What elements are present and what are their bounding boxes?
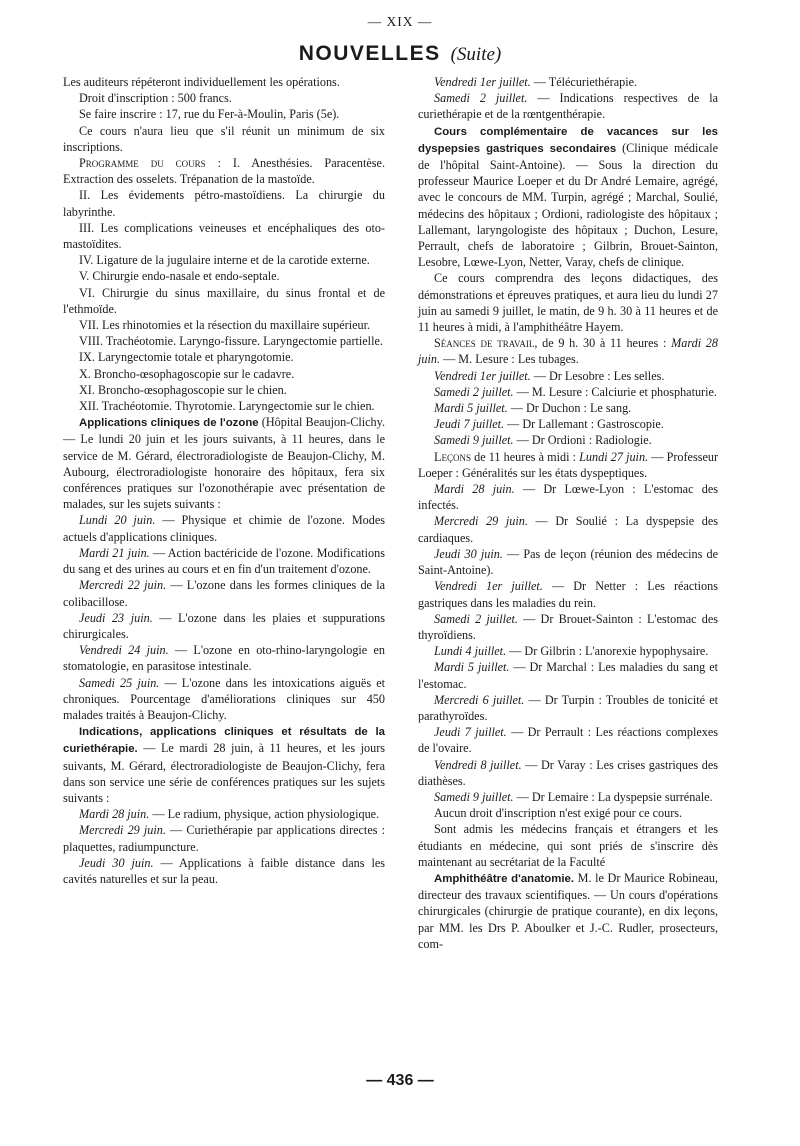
paragraph-text-run: — Dr Lesobre : Les selles. bbox=[530, 368, 665, 383]
paragraph-text-run: — Télécuriethérapie. bbox=[530, 75, 638, 89]
paragraph bbox=[63, 155, 385, 187]
paragraph-text-run: — L'ozone dans les formes cliniques de la colibacillose. bbox=[63, 578, 385, 609]
paragraph bbox=[63, 822, 385, 854]
paragraph bbox=[63, 414, 385, 512]
paragraph bbox=[418, 578, 718, 610]
paragraph-text-run: M. le Dr Maurice Robineau, directeur des travaux scientifiques. — Un cours d'opérations chirurgicales (chirurgie de pratique courante), en dix leçons, par MM. les Drs P. Aboulker et J.-C. Rudler, prosecteurs, com- bbox=[418, 870, 718, 951]
paragraph bbox=[418, 611, 718, 643]
paragraph bbox=[63, 723, 385, 806]
paragraph-text-run: IX. Laryngectomie totale et pharyngotomie. bbox=[79, 350, 294, 365]
page-roman-number: — XIX — bbox=[367, 14, 433, 29]
paragraph bbox=[63, 382, 385, 398]
paragraph bbox=[63, 333, 385, 349]
paragraph-it-run: Samedi 25 juin. bbox=[79, 675, 160, 690]
paragraph bbox=[418, 335, 718, 367]
paragraph bbox=[63, 220, 385, 252]
paragraph bbox=[63, 90, 385, 106]
paragraph bbox=[418, 270, 718, 335]
paragraph-text-run: V. Chirurgie endo-nasale et endo-septale. bbox=[79, 269, 280, 284]
page-number: — 436 — bbox=[366, 1072, 434, 1089]
paragraph-it-run: Samedi 2 juillet. bbox=[434, 384, 514, 399]
paragraph bbox=[418, 74, 718, 90]
paragraph-text-run: — Dr Varay : Les crises gastriques des diathèses. bbox=[418, 757, 718, 788]
paragraph-text-run: — Professeur Loeper : Généralités sur les états dyspeptiques. bbox=[418, 449, 719, 480]
paragraph-it-run: Mardi 28 juin. bbox=[79, 807, 150, 822]
paragraph-it-run: Samedi 2 juillet. bbox=[434, 91, 528, 106]
paragraph-it-run: Jeudi 30 juin. bbox=[79, 855, 154, 870]
paragraph-it-run: Jeudi 7 juillet. bbox=[434, 417, 505, 432]
paragraph bbox=[63, 512, 385, 544]
section-title-main: NOUVELLES bbox=[298, 42, 441, 65]
paragraph bbox=[63, 187, 385, 219]
paragraph-text-run: — Action bactéricide de l'ozone. Modifications du sang et des urines au cours et en fin d'un traitement d'ozone. bbox=[63, 545, 385, 577]
paragraph-text-run: (Hôpital Beaujon-Clichy. — Le lundi 20 juin et les jours suivants, à 11 heures, dans le service de M. Gérard, électroradiologiste de Beaujon-Clichy, M. Aubourg, électroradiologiste honoraire des hôpitaux, fera six conférences pratiques sur l'ozonothérapie avec présentation de malades, sur les sujets suivants : bbox=[63, 415, 385, 512]
paragraph-bold-run: Applications cliniques de l'ozone bbox=[79, 417, 259, 430]
paragraph-it-run: Mardi 28 juin. bbox=[434, 482, 515, 497]
paragraph-text-run: Les auditeurs répéteront individuellement les opérations. bbox=[63, 75, 340, 89]
paragraph bbox=[63, 106, 385, 122]
paragraph bbox=[418, 90, 718, 122]
paragraph bbox=[63, 610, 385, 642]
paragraph-it-run: Vendredi 8 juillet. bbox=[434, 757, 522, 772]
paragraph-it-run: Lundi 4 juillet. bbox=[434, 644, 507, 659]
paragraph-text-run: : I. Anesthésies. Paracentèse. Extraction des osselets. Trépanation de la mastoïde. bbox=[63, 156, 385, 187]
paragraph-it-run: Lundi 20 juin. bbox=[79, 513, 156, 528]
paragraph bbox=[63, 349, 385, 365]
paragraph bbox=[418, 449, 718, 481]
paragraph-it-run: Vendredi 1er juillet. bbox=[434, 75, 531, 89]
right-column bbox=[418, 74, 718, 952]
paragraph-text-run: — M. Lesure : Les tubages. bbox=[440, 352, 579, 367]
paragraph-text-run: — Dr Gilbrin : L'anorexie hypophysaire. bbox=[506, 644, 709, 659]
paragraph bbox=[63, 806, 385, 822]
paragraph-it-run: Mardi 5 juillet. bbox=[434, 660, 510, 675]
paragraph bbox=[418, 384, 718, 400]
paragraph-text-run: — L'ozone dans les plaies et suppurations chirurgicales. bbox=[63, 610, 385, 641]
paragraph bbox=[418, 123, 718, 271]
paragraph bbox=[418, 757, 718, 789]
paragraph bbox=[418, 368, 718, 384]
paragraph bbox=[63, 268, 385, 284]
paragraph bbox=[418, 692, 718, 724]
paragraph-text-run: — M. Lesure : Calciurie et phosphaturie. bbox=[513, 384, 717, 399]
paragraph bbox=[418, 432, 718, 448]
paragraph bbox=[63, 285, 385, 317]
paragraph-it-run: Mardi 21 juin. bbox=[79, 545, 150, 560]
section-title-suite: (Suite) bbox=[450, 44, 502, 65]
paragraph-it-run: Mercredi 22 juin. bbox=[79, 578, 167, 593]
paragraph bbox=[418, 789, 718, 805]
paragraph-text-run: Ce cours n'aura lieu que s'il réunit un minimum de six inscriptions. bbox=[63, 123, 385, 154]
paragraph bbox=[63, 74, 385, 90]
paragraph-it-run: Jeudi 30 juin. bbox=[434, 546, 503, 561]
paragraph-it-run: Samedi 9 juillet. bbox=[434, 789, 514, 804]
paragraph-text-run: XII. Trachéotomie. Thyrotomie. Laryngectomie sur le chien. bbox=[79, 399, 375, 414]
paragraph bbox=[418, 400, 718, 416]
paragraph-text-run: Se faire inscrire : 17, rue du Fer-à-Moulin, Paris (5e). bbox=[79, 107, 340, 122]
paragraph bbox=[418, 659, 718, 691]
paragraph-text-run: — Dr Marchal : Les maladies du sang et l'estomac. bbox=[418, 660, 718, 691]
paragraph-text-run: — Le mardi 28 juin, à 11 heures, et les jours suivants, M. Gérard, électroradiologiste de Beaujon-Clichy, fera dans son service une série de conférences pratiques sur les sujets suivants : bbox=[63, 741, 385, 805]
left-column bbox=[63, 74, 385, 887]
paragraph-text-run: Ce cours comprendra des leçons didactiques, des démonstrations et épreuves pratiques, et aura lieu du lundi 27 juin au samedi 9 juillet, le matin, de 9 h. 30 à 11 heures et de 11 heures à midi, à l'amphithéâtre Hayem. bbox=[418, 271, 718, 335]
paragraph-it-run: Vendredi 24 juin. bbox=[79, 643, 169, 658]
paragraph-text-run: VII. Les rhinotomies et la résection du maxillaire supérieur. bbox=[79, 318, 371, 333]
paragraph-text-run: — Physique et chimie de l'ozone. Modes actuels d'applications cliniques. bbox=[63, 513, 386, 544]
paragraph bbox=[418, 513, 718, 545]
paragraph-it-run: Mardi 28 juin. bbox=[418, 336, 718, 367]
paragraph-it-run: Lundi 27 juin. bbox=[579, 449, 649, 464]
paragraph-text-run: — L'ozone dans les intoxications aiguës et chroniques. Pourcentage d'améliorations cliniques sur 450 malades traités à Beaujon-Clichy. bbox=[63, 675, 385, 722]
paragraph bbox=[63, 366, 385, 382]
paragraph-text-run: — Dr Ordioni : Radiologie. bbox=[513, 433, 652, 448]
paragraph-text-run: (Clinique médicale de l'hôpital Saint-Antoine). — Sous la direction du professeur Maurice Loeper et du Dr André Lemaire, agrégé, avec le concours de MM. Turpin, agrégé ; Marchal, Soulié, médecins des hôpitaux ; Ordioni, radiologiste des hôpitaux ; Lallemant, laryngologiste des hôpitaux ; Duchon, Lesure, Perrault, chefs de laboratoire ; Gilbrin, Brouet-Sainton, Lesobre, Lœwe-Lyon, Netter, Varay, chefs de clinique. bbox=[418, 140, 718, 270]
paragraph-text-run: — Dr Turpin : Troubles de tonicité et parathyroïdes. bbox=[418, 692, 719, 723]
paragraph-text-run: — Curiethérapie par applications directes : plaquettes, radiumpuncture. bbox=[63, 823, 385, 854]
paragraph bbox=[63, 317, 385, 333]
paragraph-text-run: XI. Broncho-œsophagoscopie sur le chien. bbox=[79, 382, 287, 397]
paragraph-it-run: Samedi 2 juillet. bbox=[434, 611, 518, 626]
paragraph-text-run: — Dr Duchon : Le sang. bbox=[507, 401, 632, 416]
paragraph-text-run: — L'ozone en oto-rhino-laryngologie en stomatologie, en parasitose intestinale. bbox=[63, 643, 385, 674]
paragraph-text-run: II. Les évidements pétro-mastoïdiens. La chirurgie du labyrinthe. bbox=[63, 188, 385, 219]
paragraph-it-run: Jeudi 23 juin. bbox=[79, 610, 153, 625]
paragraph-text-run: Aucun droit d'inscription n'est exigé pour ce cours. bbox=[434, 806, 683, 821]
paragraph bbox=[418, 643, 718, 659]
paragraph-text-run: — Applications à faible distance dans les cavités naturelles et sur la peau. bbox=[63, 855, 385, 886]
paragraph-text-run: — Dr Lemaire : La dyspepsie surrénale. bbox=[513, 789, 713, 804]
paragraph bbox=[418, 546, 718, 578]
paragraph-text-run: , de 9 h. 30 à 11 heures : bbox=[534, 336, 672, 351]
paragraph-it-run: Mercredi 6 juillet. bbox=[434, 692, 525, 707]
paragraph-text-run: Sont admis les médecins français et étrangers et les étudiants en médecine, qui sont priés de s'inscrire dès maintenant au secrétariat de la Faculté bbox=[418, 822, 718, 869]
paragraph-text-run: Droit d'inscription : 500 francs. bbox=[79, 91, 232, 106]
paragraph-text-run: — Pas de leçon (réunion des médecins de Saint-Antoine). bbox=[418, 546, 718, 578]
paragraph-text-run: — Dr Lallemant : Gastroscopie. bbox=[504, 417, 664, 432]
paragraph bbox=[418, 481, 718, 513]
paragraph-text-run: IV. Ligature de la jugulaire interne et de la carotide externe. bbox=[79, 253, 370, 268]
paragraph-it-run: Mardi 5 juillet. bbox=[434, 401, 508, 416]
paragraph bbox=[63, 123, 385, 155]
paragraph-text-run: — Dr Netter : Les réactions gastriques dans les maladies du rein. bbox=[418, 579, 718, 610]
paragraph bbox=[63, 252, 385, 268]
paragraph bbox=[63, 398, 385, 414]
paragraph bbox=[63, 577, 385, 609]
paragraph-sc-run: Leçons bbox=[434, 449, 471, 464]
paragraph-text-run: — Indications respectives de la curiethérapie et de la rœntgenthérapie. bbox=[418, 91, 719, 122]
paragraph-text-run: — Dr Brouet-Sainton : L'estomac des thyroïdiens. bbox=[418, 611, 718, 642]
paragraph-it-run: Mercredi 29 juin. bbox=[434, 514, 528, 529]
paragraph bbox=[418, 870, 718, 952]
paragraph-bold-run: Indications, applications cliniques et résultats de la curiethérapie. bbox=[63, 726, 385, 756]
paragraph-text-run: — Le radium, physique, action physiologique. bbox=[149, 807, 380, 822]
paragraph-sc-run: Séances de travail bbox=[434, 336, 535, 351]
paragraph bbox=[418, 821, 718, 870]
paragraph-text-run: VI. Chirurgie du sinus maxillaire, du sinus frontal et de l'ethmoïde. bbox=[63, 285, 385, 316]
section-title bbox=[0, 42, 800, 66]
paragraph-text-run: X. Broncho-œsophagoscopie sur le cadavre. bbox=[79, 366, 295, 381]
paragraph-text-run: — Dr Lœwe-Lyon : L'estomac des infectés. bbox=[418, 482, 718, 513]
paragraph bbox=[63, 642, 385, 674]
paragraph-text-run: VIII. Trachéotomie. Laryngo-fissure. Laryngectomie partielle. bbox=[79, 334, 383, 349]
paragraph bbox=[418, 724, 718, 756]
paragraph bbox=[418, 416, 718, 432]
paragraph-text-run: — Dr Soulié : La dyspepsie des cardiaques. bbox=[418, 514, 718, 545]
paragraph bbox=[418, 805, 718, 821]
paragraph bbox=[63, 545, 385, 577]
paragraph-it-run: Jeudi 7 juillet. bbox=[434, 725, 507, 740]
paragraph-it-run: Mercredi 29 juin. bbox=[79, 823, 166, 838]
paragraph-sc-run: Programme du cours bbox=[79, 156, 206, 171]
paragraph bbox=[63, 855, 385, 887]
paragraph-text-run: III. Les complications veineuses et encéphaliques des oto-mastoïdites. bbox=[63, 220, 385, 252]
paragraph-bold-run: Cours complémentaire de vacances sur les dyspepsies gastriques secondaires bbox=[418, 125, 718, 155]
paragraph-it-run: Vendredi 1er juillet. bbox=[434, 368, 531, 383]
paragraph-it-run: Samedi 9 juillet. bbox=[434, 433, 514, 448]
paragraph-bold-run: Amphithéâtre d'anatomie. bbox=[434, 872, 574, 885]
paragraph-text-run: de 11 heures à midi : bbox=[470, 449, 580, 464]
paragraph-text-run: — Dr Perrault : Les réactions complexes de l'ovaire. bbox=[418, 725, 718, 756]
paragraph-it-run: Vendredi 1er juillet. bbox=[434, 579, 543, 594]
paragraph bbox=[63, 675, 385, 724]
